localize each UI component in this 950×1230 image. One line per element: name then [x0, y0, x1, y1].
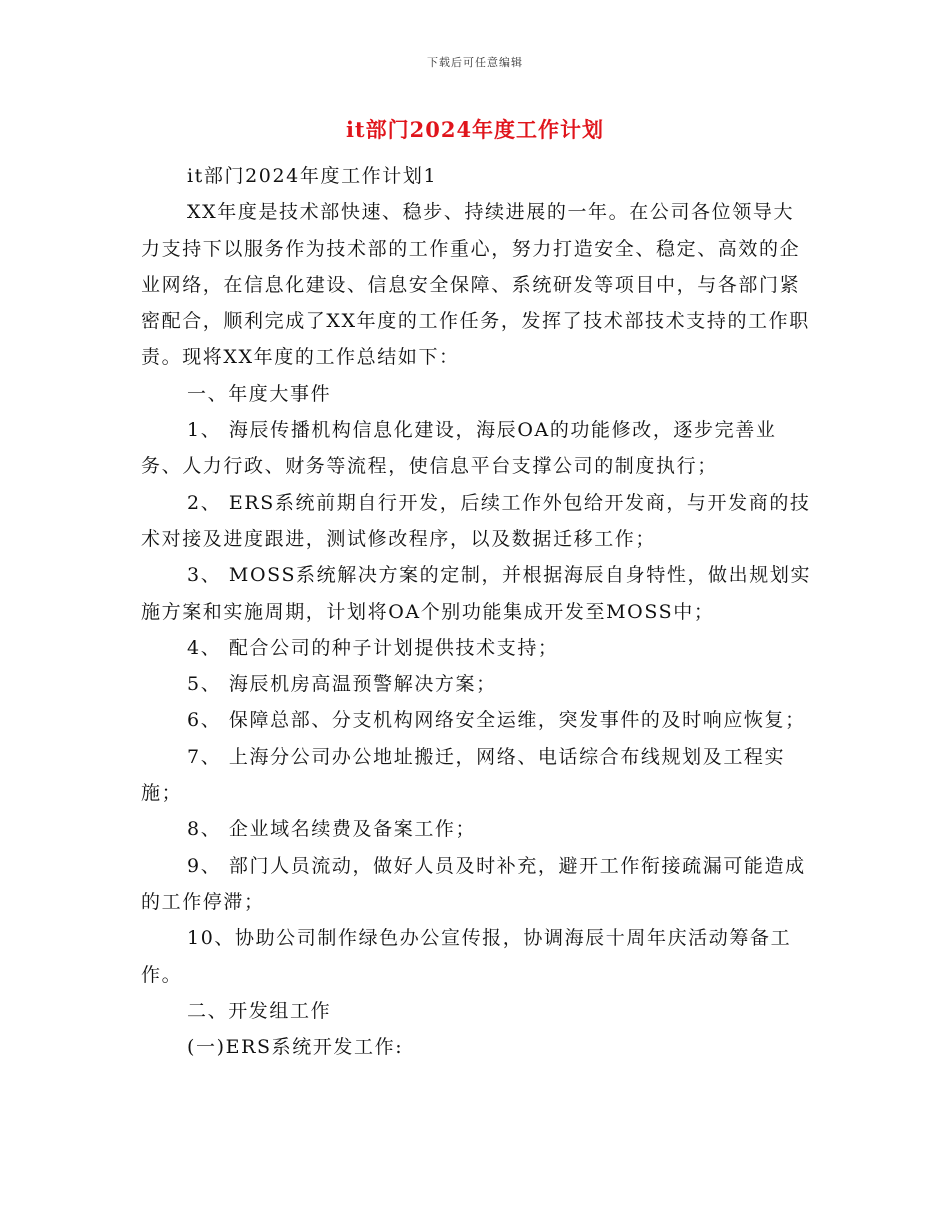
list-item: 4、 配合公司的种子计划提供技术支持； — [187, 636, 559, 659]
list-item: 5、 海辰机房高温预警解决方案； — [187, 673, 497, 696]
subsection-heading-ers: (一)ERS系统开发工作: — [187, 1036, 404, 1059]
list-item: 10、协助公司制作绿色办公宣传报，协调海辰十周年庆活动筹备工作。 — [141, 927, 792, 986]
section-heading-dev-group: 二、开发组工作 — [187, 999, 332, 1022]
document-title: it部门2024年度工作计划 — [345, 117, 605, 142]
document-body — [141, 158, 813, 1065]
list-item: 1、 海辰传播机构信息化建设，海辰OA的功能修改，逐步完善业务、人力行政、财务等流程，使信息平台支撑公司的制度执行； — [141, 419, 777, 478]
list-item: 7、 上海分公司办公地址搬迁，网络、电话综合布线规划及工程实施； — [141, 745, 786, 805]
subtitle-paragraph: it部门2024年度工作计划1 — [187, 165, 438, 187]
section-heading-annual-events: 一、年度大事件 — [187, 382, 332, 405]
list-item: 3、 MOSS系统解决方案的定制，并根据海辰自身特性，做出规划实施方案和实施周期，计划将OA个别功能集成开发至MOSS中； — [141, 564, 812, 623]
list-item: 2、 ERS系统前期自行开发，后续工作外包给开发商，与开发商的技术对接及进度跟进，测试修改程序，以及数据迁移工作； — [141, 491, 811, 550]
list-item: 9、 部门人员流动，做好人员及时补充，避开工作衔接疏漏可能造成的工作停滞； — [141, 854, 806, 913]
list-item: 8、 企业域名续费及备案工作； — [187, 818, 477, 841]
intro-paragraph: XX年度是技术部快速、稳步、持续进展的一年。在公司各位领导大力支持下以服务作为技术部的工作重心，努力打造安全、稳定、高效的企业网络，在信息化建设、信息安全保障、系统研发等项目中，与各部门紧密配合，顺利完成了XX年度的工作任务，发挥了技术部技术支持的工作职责。现将XX年度的工作总结如下： — [141, 201, 810, 369]
list-item: 6、 保障总部、分支机构网络安全运维，突发事件的及时响应恢复； — [187, 709, 806, 732]
page-header-note: 下载后可任意编辑 — [427, 56, 523, 69]
